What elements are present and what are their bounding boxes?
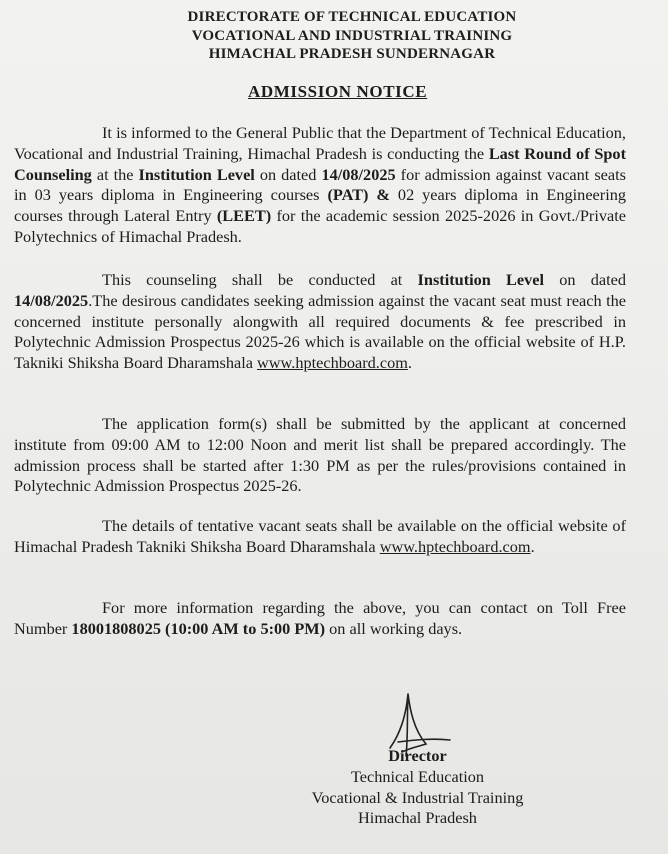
bold-run: Last Round of Spot Counseling	[14, 143, 626, 184]
signatory-title: Director	[388, 746, 447, 765]
paragraph-4	[14, 516, 626, 558]
bold-run: 14/08/2025	[321, 164, 396, 184]
paragraph-3	[14, 414, 626, 497]
bold-run: 18001808025 (10:00 AM to 5:00 PM)	[71, 618, 326, 638]
bold-run: 14/08/2025	[14, 290, 89, 310]
text-run: This counseling shall be conducted at	[102, 270, 418, 289]
text-run: on dated	[254, 164, 322, 184]
text-run: 02 years diploma in Engineering courses through Lateral Entry	[14, 185, 626, 226]
notice-title: ADMISSION NOTICE	[248, 82, 428, 101]
bold-run: (PAT)	[327, 185, 369, 205]
text-run: .The desirous candidates seeking admission against the vacant seat must reach the concerned institute personally alongwith all required documents & fee prescribed in Polytechnic Admission Prospectus 2025-26 which is available on the official website of H.P. Takniki Shiksha Board Dharamshala	[14, 290, 626, 373]
letterhead-line-1: DIRECTORATE OF TECHNICAL EDUCATION	[187, 9, 517, 25]
text-run: The application form(s) shall be submitted by the applicant at concerned institute from 09:00 AM to 12:00 Noon and merit list shall be prepared accordingly. The admission process shall be started after 1:30 PM as per the rules/provisions contained in Polytechnic Admission Prospectus 2025-26.	[14, 414, 626, 496]
signatory-line-3: Himachal Pradesh	[358, 808, 477, 828]
letterhead	[0, 8, 668, 64]
paragraph-5	[14, 598, 626, 640]
text-run: .	[407, 353, 412, 373]
bold-run: Institution Level	[417, 270, 545, 289]
bold-run: &	[376, 185, 390, 205]
signatory-line-2: Vocational & Industrial Training	[311, 787, 524, 807]
text-run: for the academic session 2025-2026 in Govt./Private Polytechnics of Himachal Pradesh.	[14, 206, 626, 246]
text-run: .	[530, 536, 535, 556]
signature-block	[290, 746, 545, 829]
text-run: on all working days.	[325, 618, 463, 638]
paragraph-1	[14, 123, 626, 248]
website-link[interactable]: www.hptechboard.com	[379, 536, 531, 556]
letterhead-line-2: VOCATIONAL AND INDUSTRIAL TRAINING	[191, 27, 513, 44]
bold-run: Institution Level	[138, 164, 255, 184]
text-run: It is informed to the General Public that the Department of Technical Education, Vocational and Industrial Training, Himachal Pradesh is conducting the	[14, 123, 626, 163]
paragraph-2	[14, 270, 626, 374]
bold-run: (LEET)	[216, 206, 272, 226]
text-run: For more information regarding the above, you can contact on Toll Free Number	[14, 598, 626, 638]
text-run: on dated	[544, 270, 626, 289]
website-link[interactable]: www.hptechboard.com	[257, 353, 408, 373]
text-run: for admission against vacant seats in 03 years diploma in Engineering courses	[14, 164, 626, 205]
text-run: The details of tentative vacant seats shall be available on the official website of Himachal Pradesh Takniki Shiksha Board Dharamshala	[14, 516, 626, 556]
letterhead-line-3: HIMACHAL PRADESH SUNDERNAGAR	[208, 46, 496, 62]
signatory-line-1: Technical Education	[350, 766, 485, 786]
text-run: at the	[91, 164, 139, 184]
